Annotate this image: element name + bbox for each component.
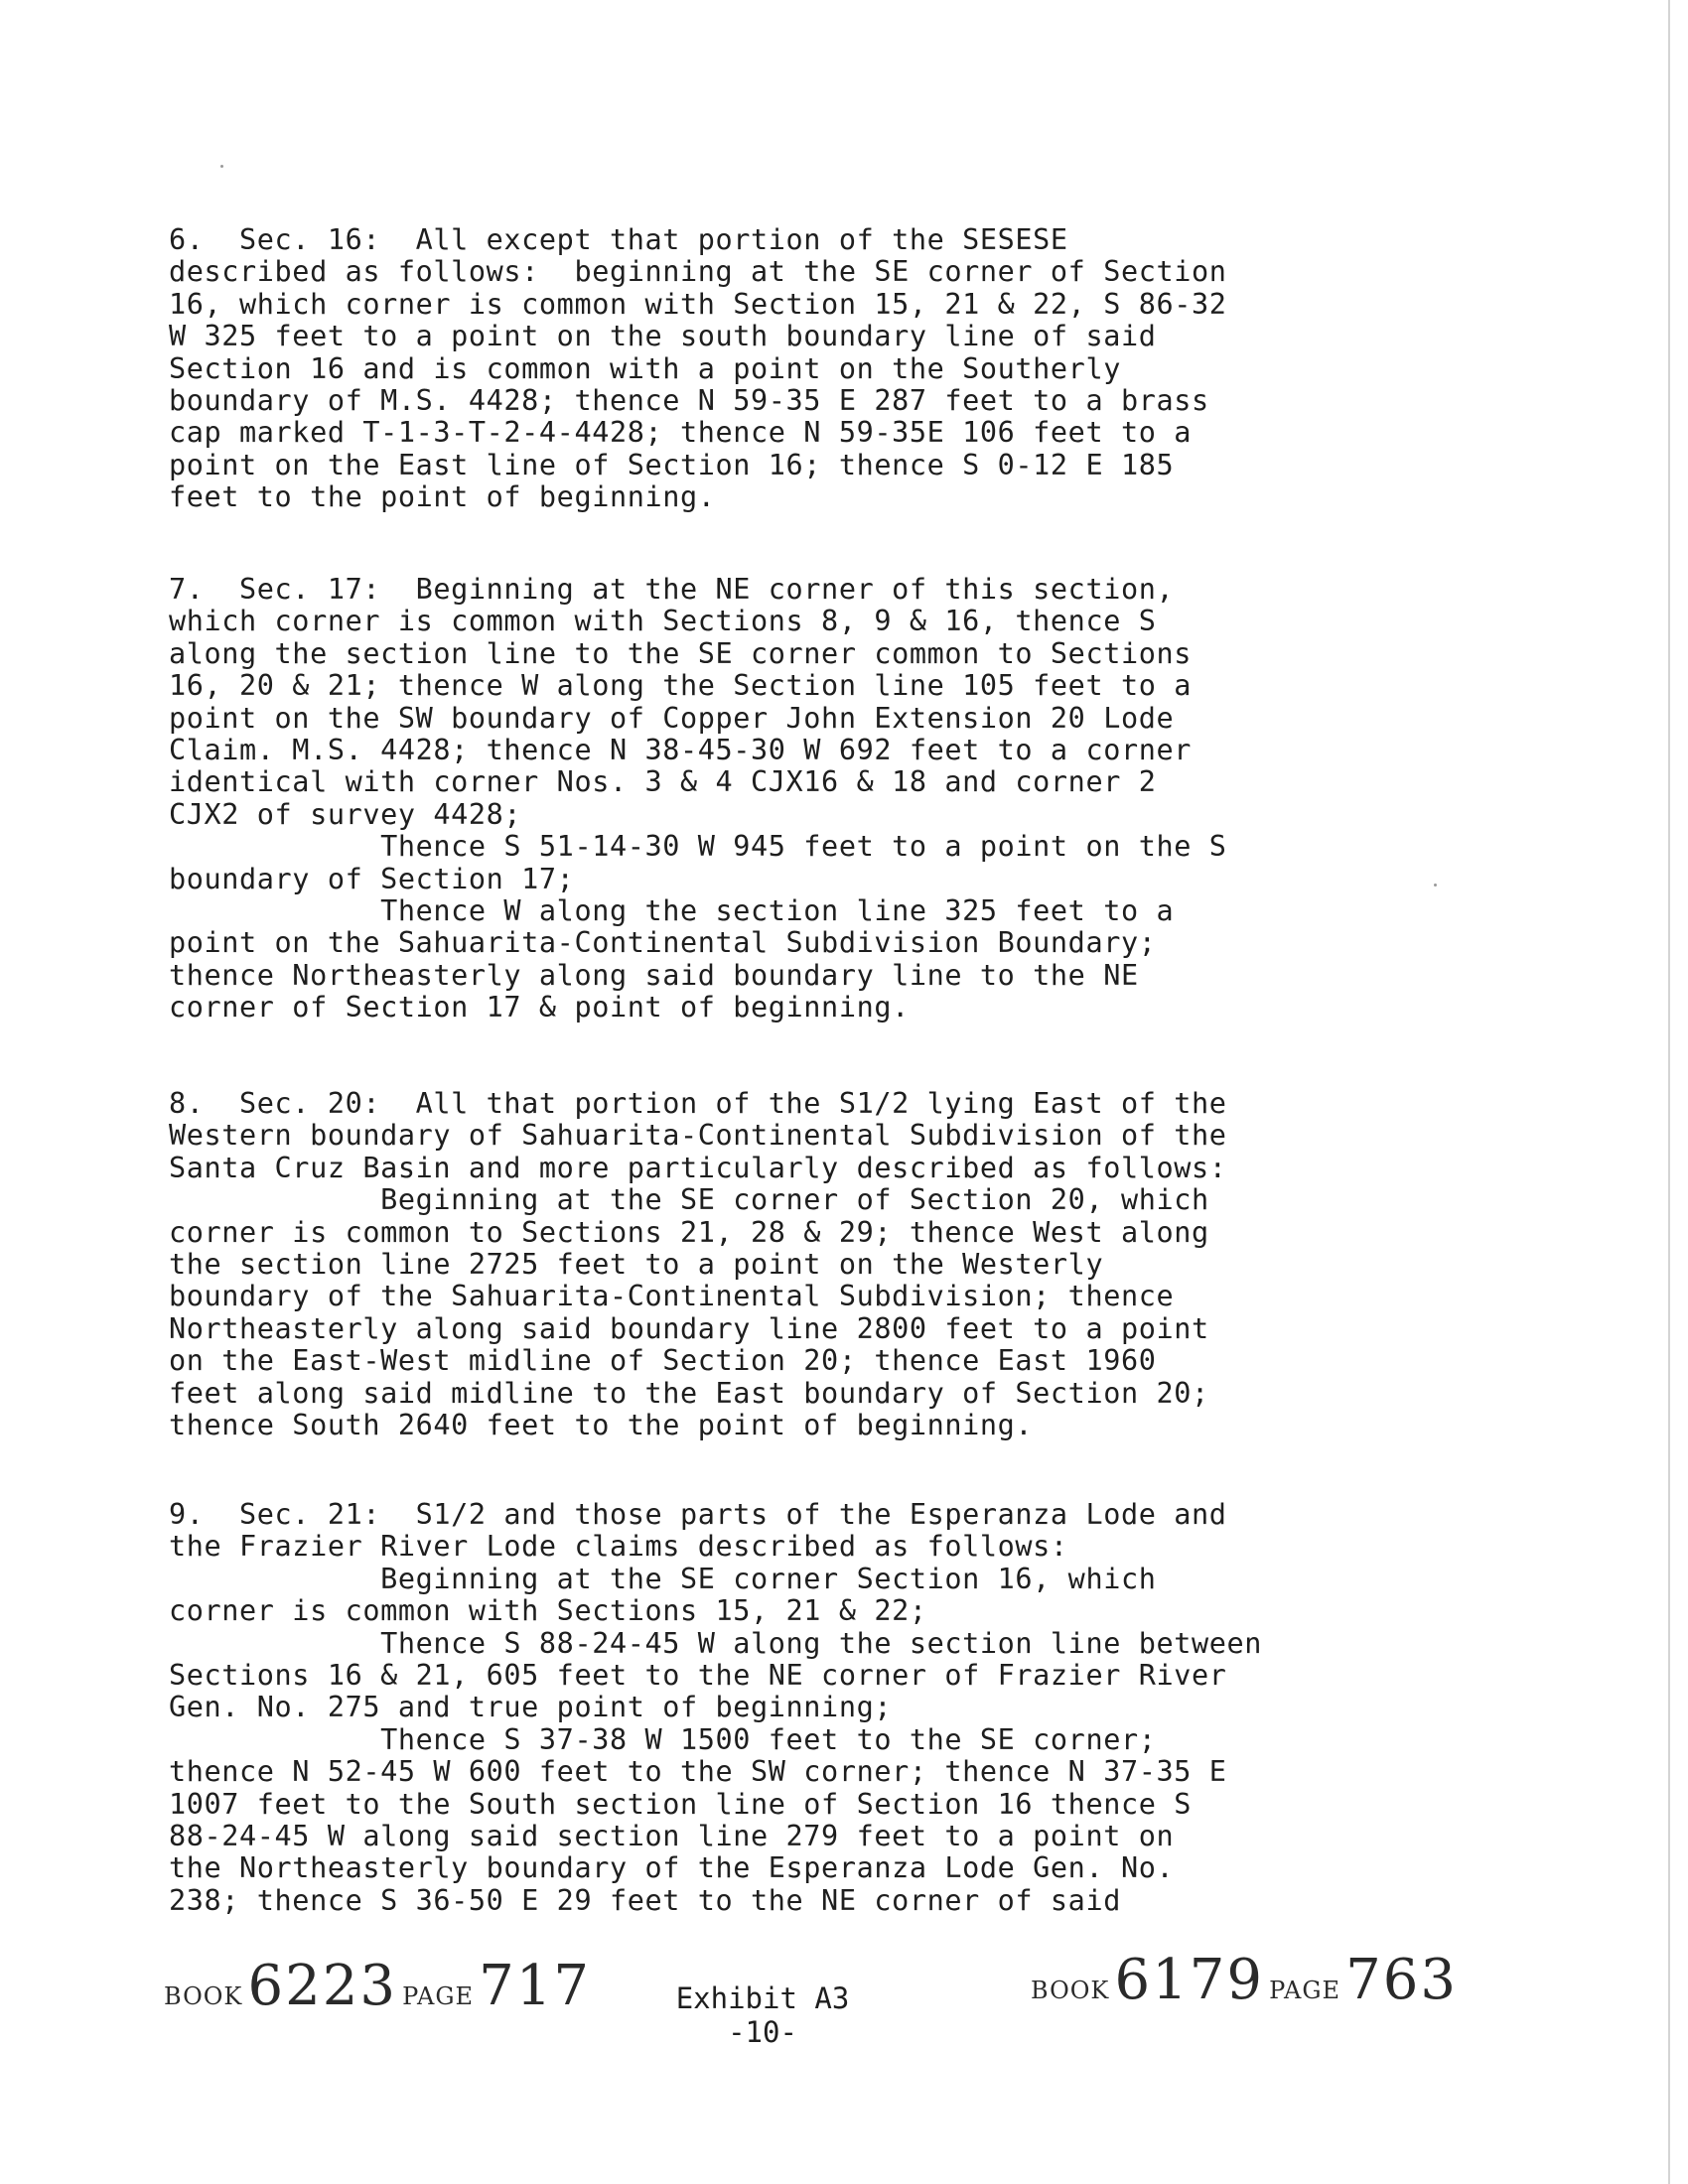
text-line: thence South 2640 feet to the point of beginning. [169, 1408, 1034, 1441]
text-line: thence Northeasterly along said boundary line to the NE [169, 958, 1139, 992]
text-line: corner is common with Sections 15, 21 & 22; [169, 1594, 927, 1628]
text-line: Thence S 37-38 W 1500 feet to the SE corner; [169, 1722, 1157, 1756]
text-line: Thence S 51-14-30 W 945 feet to a point on the S [169, 830, 1227, 864]
right-page-number: 763 [1345, 1948, 1459, 2012]
text-line: the Northeasterly boundary of the Esperanza Lode Gen. No. [169, 1851, 1175, 1885]
text-line: 16, 20 & 21; thence W along the Section line 105 feet to a [169, 669, 1192, 703]
left-page-number: 717 [479, 1954, 592, 2018]
section-20-paragraph [169, 1088, 1340, 1441]
left-book-page-stamp [164, 1954, 591, 2018]
text-line: on the East-West midline of Section 20; thence East 1960 [169, 1344, 1157, 1378]
text-line: W 325 feet to a point on the south boundary line of said [169, 320, 1157, 353]
text-line: 88-24-45 W along said section line 279 feet to a point on [169, 1819, 1175, 1852]
right-page-label: PAGE [1269, 1977, 1341, 2004]
scan-speck [1434, 884, 1437, 887]
exhibit-footer [614, 1981, 912, 2049]
text-line: the Frazier River Lode claims described as follows: [169, 1530, 1068, 1564]
right-book-label: BOOK [1031, 1977, 1110, 2004]
scan-speck [220, 165, 223, 168]
right-book-number: 6179 [1114, 1948, 1264, 2012]
right-book-page-stamp [1031, 1948, 1458, 2012]
scan-edge-line [1668, 0, 1670, 2184]
left-page-label: PAGE [402, 1982, 475, 2010]
text-line: 8. Sec. 20: All that portion of the S1/2 lying East of the [169, 1087, 1227, 1120]
text-line: point on the Sahuarita-Continental Subdivision Boundary; [169, 926, 1157, 960]
text-line: cap marked T-1-3-T-2-4-4428; thence N 59-35E 106 feet to a [169, 416, 1192, 450]
text-line: 7. Sec. 17: Beginning at the NE corner of this section, [169, 573, 1175, 606]
text-line: Northeasterly along said boundary line 2800 feet to a point [169, 1311, 1209, 1345]
text-line: 9. Sec. 21: S1/2 and those parts of the Esperanza Lode and [169, 1498, 1227, 1531]
text-line: 16, which corner is common with Section 15, 21 & 22, S 86-32 [169, 287, 1227, 321]
text-line: Thence W along the section line 325 feet to a [169, 893, 1175, 927]
text-line: described as follows: beginning at the SE corner of Section [169, 255, 1227, 289]
section-17-paragraph [169, 574, 1340, 1024]
text-line: Beginning at the SE corner of Section 20, which [169, 1183, 1209, 1217]
text-line: corner of Section 17 & point of beginning. [169, 991, 910, 1024]
text-line: the section line 2725 feet to a point on the Westerly [169, 1247, 1104, 1281]
text-line: Thence S 88-24-45 W along the section line between [169, 1626, 1263, 1660]
text-line: thence N 52-45 W 600 feet to the SW corner; thence N 37-35 E [169, 1755, 1227, 1789]
text-line: feet along said midline to the East boundary of Section 20; [169, 1376, 1209, 1410]
text-line: Sections 16 & 21, 605 feet to the NE corner of Frazier River [169, 1658, 1227, 1692]
text-line: Gen. No. 275 and true point of beginning; [169, 1691, 893, 1724]
section-21-paragraph [169, 1499, 1340, 1917]
text-line: Western boundary of Sahuarita-Continental Subdivision of the [169, 1119, 1227, 1153]
text-line: point on the East line of Section 16; thence S 0-12 E 185 [169, 448, 1175, 481]
text-line: identical with corner Nos. 3 & 4 CJX16 & 18 and corner 2 [169, 765, 1157, 799]
text-line: boundary of the Sahuarita-Continental Subdivision; thence [169, 1280, 1175, 1313]
text-line: 238; thence S 36-50 E 29 feet to the NE corner of said [169, 1883, 1121, 1917]
left-book-number: 6223 [247, 1954, 397, 2018]
section-16-paragraph [169, 224, 1340, 514]
text-line: 6. Sec. 16: All except that portion of the SESESE [169, 223, 1068, 256]
page-number: -10- [728, 2015, 797, 2049]
text-line: 1007 feet to the South section line of Section 16 thence S [169, 1787, 1192, 1821]
text-line: boundary of Section 17; [169, 862, 575, 895]
text-line: Section 16 and is common with a point on the Southerly [169, 351, 1121, 385]
text-line: Beginning at the SE corner Section 16, which [169, 1562, 1157, 1595]
text-line: Claim. M.S. 4428; thence N 38-45-30 W 692 feet to a corner [169, 733, 1192, 766]
exhibit-label: Exhibit A3 [675, 1981, 850, 2015]
text-line: CJX2 of survey 4428; [169, 797, 522, 831]
left-book-label: BOOK [164, 1982, 243, 2010]
text-line: boundary of M.S. 4428; thence N 59-35 E 287 feet to a brass [169, 383, 1209, 417]
text-line: point on the SW boundary of Copper John Extension 20 Lode [169, 701, 1175, 735]
text-line: which corner is common with Sections 8, 9 & 16, thence S [169, 605, 1157, 638]
text-line: feet to the point of beginning. [169, 480, 716, 514]
text-line: corner is common to Sections 21, 28 & 29; thence West along [169, 1215, 1209, 1249]
text-line: Santa Cruz Basin and more particularly described as follows: [169, 1151, 1227, 1184]
text-line: along the section line to the SE corner common to Sections [169, 636, 1192, 670]
